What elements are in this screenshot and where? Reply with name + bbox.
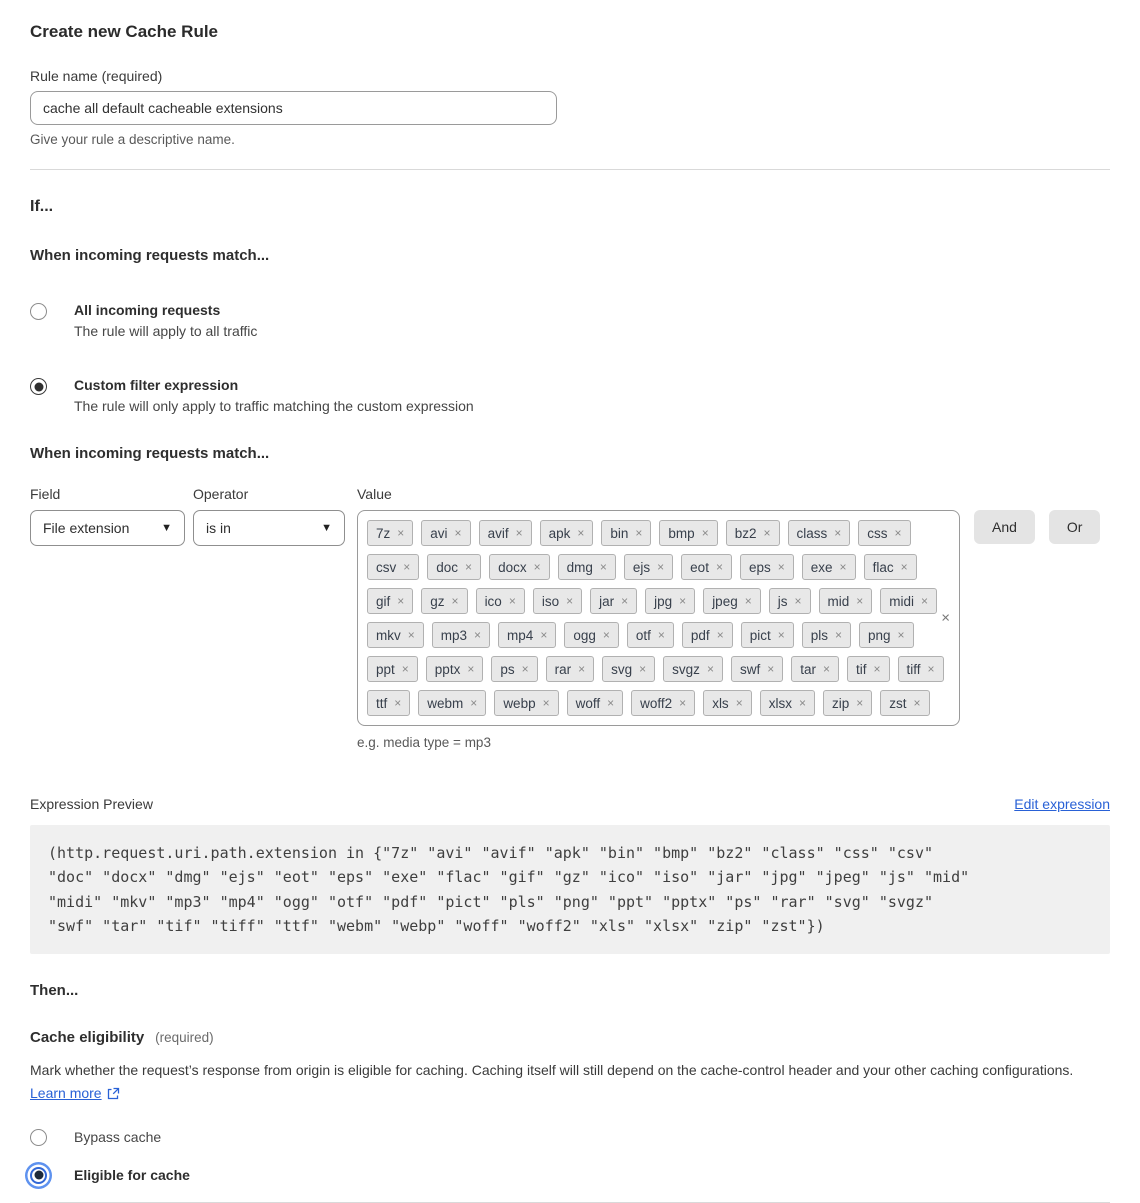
tag-row — [367, 520, 925, 546]
clear-all-icon[interactable]: × — [941, 609, 950, 627]
or-button[interactable]: Or — [1049, 510, 1101, 544]
remove-tag-icon[interactable]: × — [401, 662, 409, 676]
field-select-value: File extension — [43, 520, 130, 536]
remove-tag-icon[interactable]: × — [716, 628, 724, 642]
expression-preview-label: Expression Preview — [30, 796, 153, 812]
remove-tag-icon[interactable]: × — [470, 696, 478, 710]
value-tag[interactable]: otf × — [627, 622, 674, 648]
value-tag[interactable]: js × — [769, 588, 811, 614]
tag-row — [367, 622, 925, 648]
expression-code-line: "doc" "docx" "dmg" "ejs" "eot" "eps" "exe" "flac" "gif" "gz" "ico" "iso" "jar" "jpg" "jpeg" "js" "mid" — [48, 868, 970, 887]
if-heading: If... — [30, 198, 54, 215]
chevron-down-icon: ▼ — [321, 522, 332, 534]
expression-preview-header — [30, 796, 1110, 812]
custom-filter-description: The rule will only apply to traffic matching the custom expression — [74, 398, 474, 414]
value-tag[interactable]: bz2 × — [726, 520, 780, 546]
all-incoming-radio[interactable] — [30, 303, 47, 320]
edit-expression-link[interactable]: Edit expression — [1014, 796, 1110, 812]
remove-tag-icon[interactable]: × — [508, 594, 516, 608]
remove-tag-icon[interactable]: × — [451, 594, 459, 608]
remove-tag-icon[interactable]: × — [763, 526, 771, 540]
remove-tag-icon[interactable]: × — [794, 594, 802, 608]
value-tag[interactable]: gif × — [367, 588, 413, 614]
tag-container — [367, 520, 935, 716]
option-eligible-for-cache[interactable] — [30, 1166, 1110, 1184]
all-incoming-description: The rule will apply to all traffic — [74, 323, 258, 339]
value-tag[interactable]: eot × — [681, 554, 732, 580]
value-tag[interactable]: doc × — [427, 554, 481, 580]
value-tag[interactable]: jar × — [590, 588, 637, 614]
rule-name-input[interactable] — [30, 91, 557, 125]
remove-tag-icon[interactable]: × — [679, 594, 687, 608]
remove-tag-icon[interactable]: × — [566, 594, 574, 608]
remove-tag-icon[interactable]: × — [403, 560, 411, 574]
expression-builder-row — [30, 486, 1110, 750]
incoming-requests-heading: When incoming requests match... — [30, 247, 270, 264]
remove-tag-icon[interactable]: × — [599, 560, 607, 574]
tag-row — [367, 690, 925, 716]
eligible-for-cache-label: Eligible for cache — [74, 1166, 190, 1183]
rule-name-help: Give your rule a descriptive name. — [30, 132, 235, 147]
value-tag[interactable]: tar × — [791, 656, 839, 682]
bypass-cache-radio[interactable] — [30, 1129, 47, 1146]
remove-tag-icon[interactable]: × — [657, 628, 665, 642]
condition-buttons — [974, 486, 1100, 544]
remove-tag-icon[interactable]: × — [657, 560, 665, 574]
remove-tag-icon[interactable]: × — [834, 526, 842, 540]
value-tag[interactable]: ogg × — [564, 622, 619, 648]
remove-tag-icon[interactable]: × — [540, 628, 548, 642]
value-hint: e.g. media type = mp3 — [357, 735, 491, 750]
value-tag[interactable]: pptx × — [426, 656, 484, 682]
option-custom-filter-expression[interactable] — [30, 377, 1110, 414]
remove-tag-icon[interactable]: × — [533, 560, 541, 574]
value-tag[interactable]: pdf × — [682, 622, 733, 648]
value-tag[interactable]: dmg × — [558, 554, 616, 580]
value-tag[interactable]: class × — [788, 520, 851, 546]
value-tag[interactable]: swf × — [731, 656, 783, 682]
option-all-incoming-requests[interactable] — [30, 302, 1110, 339]
remove-tag-icon[interactable]: × — [621, 594, 629, 608]
cache-eligibility-heading — [30, 1029, 1110, 1046]
remove-tag-icon[interactable]: × — [913, 696, 921, 710]
operator-label: Operator — [193, 486, 249, 502]
value-tag[interactable]: bmp × — [659, 520, 717, 546]
remove-tag-icon[interactable]: × — [927, 662, 935, 676]
field-select[interactable] — [30, 510, 185, 546]
value-tag[interactable]: png × — [859, 622, 914, 648]
remove-tag-icon[interactable]: × — [706, 662, 714, 676]
value-tag[interactable]: flac × — [864, 554, 917, 580]
value-label: Value — [357, 486, 392, 502]
value-tag[interactable]: eps × — [740, 554, 794, 580]
remove-tag-icon[interactable]: × — [735, 696, 743, 710]
remove-tag-icon[interactable]: × — [715, 560, 723, 574]
bypass-cache-label: Bypass cache — [74, 1128, 162, 1145]
value-tag[interactable]: iso × — [533, 588, 582, 614]
value-tag[interactable]: avi × — [421, 520, 470, 546]
tag-row — [367, 656, 935, 682]
value-tag[interactable]: exe × — [802, 554, 856, 580]
expression-code-line: "swf" "tar" "tif" "tiff" "ttf" "webm" "webp" "woff" "woff2" "xls" "xlsx" "zip" "zst"}) — [48, 916, 825, 935]
remove-tag-icon[interactable]: × — [542, 696, 550, 710]
remove-tag-icon[interactable]: × — [777, 628, 785, 642]
value-tag[interactable]: apk × — [540, 520, 594, 546]
remove-tag-icon[interactable]: × — [767, 662, 775, 676]
remove-tag-icon[interactable]: × — [921, 594, 929, 608]
custom-filter-label: Custom filter expression — [74, 377, 239, 393]
value-tag[interactable]: svgz × — [663, 656, 723, 682]
required-note: (required) — [155, 1030, 214, 1046]
expression-code-line: "midi" "mkv" "mp3" "mp4" "ogg" "otf" "pdf" "pict" "pls" "png" "ppt" "pptx" "ps" "rar" "svg" "svgz" — [48, 892, 934, 911]
remove-tag-icon[interactable]: × — [897, 628, 905, 642]
external-link-icon — [107, 1084, 120, 1106]
value-tag[interactable]: tif × — [847, 656, 890, 682]
value-tag[interactable]: mp3 × — [432, 622, 490, 648]
learn-more-link[interactable]: Learn more — [30, 1084, 102, 1101]
value-tag[interactable]: zip × — [823, 690, 872, 716]
value-tag[interactable]: docx × — [489, 554, 550, 580]
value-tag[interactable]: ttf × — [367, 690, 410, 716]
value-tag[interactable]: ejs × — [624, 554, 673, 580]
value-multiselect[interactable] — [357, 510, 960, 726]
remove-tag-icon[interactable]: × — [407, 628, 415, 642]
value-tag[interactable]: ps × — [491, 656, 537, 682]
remove-tag-icon[interactable]: × — [839, 560, 847, 574]
value-tag[interactable]: css × — [858, 520, 910, 546]
remove-tag-icon[interactable]: × — [397, 526, 405, 540]
value-tag[interactable]: webp × — [494, 690, 558, 716]
remove-tag-icon[interactable]: × — [744, 594, 752, 608]
remove-tag-icon[interactable]: × — [454, 526, 462, 540]
remove-tag-icon[interactable]: × — [394, 696, 402, 710]
create-cache-rule-form — [0, 22, 1140, 1203]
remove-tag-icon[interactable]: × — [835, 628, 843, 642]
remove-tag-icon[interactable]: × — [465, 560, 473, 574]
remove-tag-icon[interactable]: × — [822, 662, 830, 676]
value-tag[interactable]: xlsx × — [760, 690, 815, 716]
remove-tag-icon[interactable]: × — [679, 696, 687, 710]
value-tag[interactable]: jpg × — [645, 588, 695, 614]
value-tag[interactable]: woff × — [567, 690, 624, 716]
value-tag[interactable]: zst × — [880, 690, 929, 716]
value-tag[interactable]: mp4 × — [498, 622, 556, 648]
all-incoming-label: All incoming requests — [74, 302, 221, 318]
remove-tag-icon[interactable]: × — [397, 594, 405, 608]
remove-tag-icon[interactable]: × — [602, 628, 610, 642]
remove-tag-icon[interactable]: × — [894, 526, 902, 540]
value-tag[interactable]: webm × — [418, 690, 486, 716]
expression-code-line: (http.request.uri.path.extension in {"7z" "avi" "avif" "apk" "bin" "bmp" "bz2" "class" "css" "csv" — [48, 844, 934, 862]
value-tag[interactable]: xls × — [703, 690, 752, 716]
remove-tag-icon[interactable]: × — [578, 662, 586, 676]
value-tag[interactable]: csv × — [367, 554, 419, 580]
value-tag[interactable]: svg × — [602, 656, 655, 682]
tag-row — [367, 588, 929, 614]
tag-row — [367, 554, 925, 580]
matcher-heading: When incoming requests match... — [30, 445, 270, 462]
page-title: Create new Cache Rule — [30, 22, 219, 41]
value-tag[interactable]: ppt × — [367, 656, 418, 682]
operator-select[interactable] — [193, 510, 345, 546]
rule-name-label: Rule name (required) — [30, 68, 163, 84]
remove-tag-icon[interactable]: × — [873, 662, 881, 676]
value-tag[interactable]: pict × — [741, 622, 794, 648]
value-tag[interactable]: pls × — [802, 622, 851, 648]
chevron-down-icon: ▼ — [161, 522, 172, 534]
cache-eligibility-label: Cache eligibility — [30, 1029, 145, 1047]
remove-tag-icon[interactable]: × — [474, 628, 482, 642]
remove-tag-icon[interactable]: × — [798, 696, 806, 710]
option-bypass-cache[interactable] — [30, 1128, 1110, 1146]
value-tag[interactable]: mid × — [819, 588, 873, 614]
remove-tag-icon[interactable]: × — [777, 560, 785, 574]
value-tag[interactable]: 7z × — [367, 520, 413, 546]
section-divider — [30, 169, 1110, 170]
remove-tag-icon[interactable]: × — [639, 662, 647, 676]
remove-tag-icon[interactable]: × — [515, 526, 523, 540]
value-tag[interactable]: gz × — [421, 588, 467, 614]
value-tag[interactable]: mkv × — [367, 622, 424, 648]
remove-tag-icon[interactable]: × — [856, 696, 864, 710]
value-tag[interactable]: rar × — [546, 656, 595, 682]
remove-tag-icon[interactable]: × — [607, 696, 615, 710]
custom-filter-radio[interactable] — [30, 378, 47, 395]
value-tag[interactable]: tiff × — [898, 656, 944, 682]
eligible-for-cache-radio[interactable] — [30, 1167, 47, 1184]
remove-tag-icon[interactable]: × — [701, 526, 709, 540]
remove-tag-icon[interactable]: × — [856, 594, 864, 608]
description-text: Mark whether the request’s response from origin is eligible for caching. Caching itself will still depend on the cache-control header and your other caching configurations. — [30, 1062, 1074, 1079]
remove-tag-icon[interactable]: × — [577, 526, 585, 540]
remove-tag-icon[interactable]: × — [900, 560, 908, 574]
then-heading: Then... — [30, 982, 79, 1000]
cache-eligibility-description — [30, 1059, 1110, 1106]
field-label: Field — [30, 486, 61, 502]
value-tag[interactable]: midi × — [880, 588, 937, 614]
value-tag[interactable]: woff2 × — [631, 690, 695, 716]
value-tag[interactable]: ico × — [476, 588, 525, 614]
value-tag[interactable]: avif × — [479, 520, 532, 546]
value-tag[interactable]: bin × — [601, 520, 651, 546]
operator-select-value: is in — [206, 520, 231, 536]
remove-tag-icon[interactable]: × — [635, 526, 643, 540]
remove-tag-icon[interactable]: × — [467, 662, 475, 676]
and-button[interactable]: And — [974, 510, 1035, 544]
remove-tag-icon[interactable]: × — [521, 662, 529, 676]
value-tag[interactable]: jpeg × — [703, 588, 761, 614]
expression-preview-code — [30, 825, 1110, 954]
